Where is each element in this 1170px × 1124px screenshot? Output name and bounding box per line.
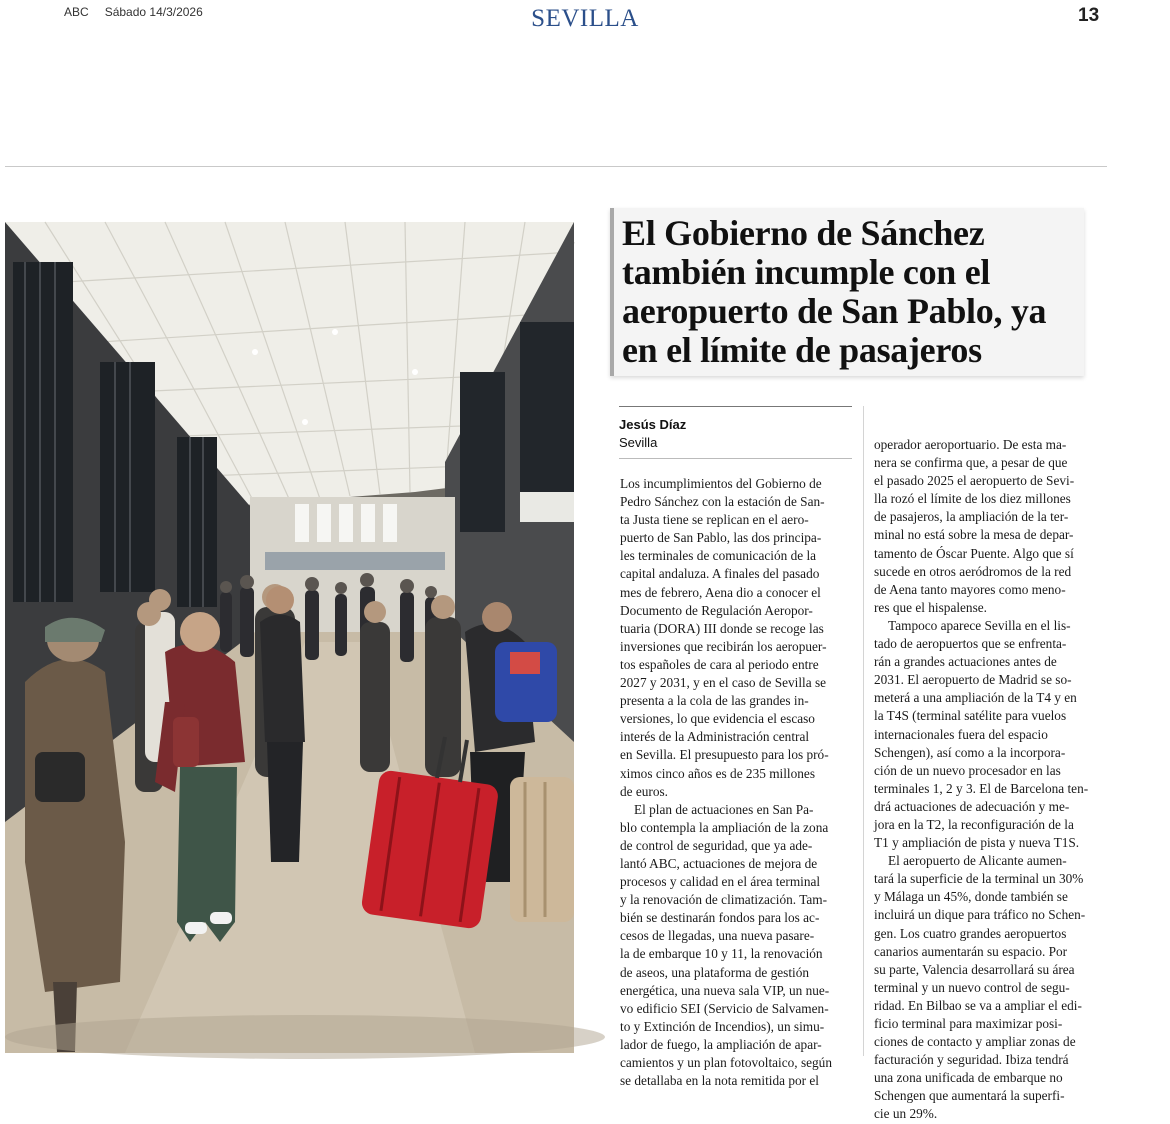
- paragraph: operador aeroportuario. De esta ma- nera se confirma que, a pesar de que el pasado 2025 el aeropuerto de Sevi- lla rozó el límite de los diez millones de pasajeros, la ampliación de la ter- minal no está sobre la mesa de depar- tamento de Óscar Puente. Algo que sí sucede en otros aeródromos de la red de Aena tanto mayores como meno- res que el hispalense.: [874, 437, 1075, 615]
- paragraph: Los incumplimientos del Gobierno de Pedro Sánchez con la estación de San- ta Justa tiene se replican en el aero- puerto de San Pablo, las dos principa- les terminales de comunicación de la capital andaluza. A finales del pasado mes de febrero, Aena dio a conocer el Documento de Regulación Aeropor- tuaria (DORA) III donde se recoge las inversiones que recibirán los aeropuer- tos españoles de cara al periodo entre 2027 y 2031, y en el caso de Sevilla se presenta a la cola de las grandes in- versiones, lo que evidencia el escaso interés de la Administración central en Sevilla. El presupuesto para los pró- ximos cinco años es de 235 millones de euros.: [620, 476, 829, 799]
- byline-top-rule: [619, 406, 852, 407]
- article-column-1: [620, 475, 854, 1090]
- byline-bottom-rule: [619, 458, 852, 459]
- author-name: Jesús Díaz: [619, 417, 687, 432]
- header-divider: [5, 166, 1107, 167]
- page-number: 13: [1078, 5, 1100, 26]
- headline-box: [610, 208, 1084, 376]
- author-location: Sevilla: [619, 435, 658, 450]
- publication-date: Sábado 14/3/2026: [104, 5, 203, 19]
- publication-name: ABC: [64, 5, 89, 19]
- paragraph: El plan de actuaciones en San Pa- blo contempla la ampliación de la zona de control de seguridad, que ya ade- lantó ABC, actuaciones de mejora de procesos y calidad en el área terminal y la renovación de climatización. Tam- bién se destinarán fondos para los ac- cesos de llegadas, una nueva pasare- la de embarque 10 y 11, la renovación de aseos, una plataforma de gestión energética, una nueva sala VIP, un nue- vo edificio SEI (Servicio de Salvamen- to y Extinción de Incendios), un simu- lador de fuego, la ampliación de apar- camientos y un plan fotovoltaico, según se detallaba en la nota remitida por el: [620, 801, 832, 1089]
- section-title: SEVILLA: [531, 5, 639, 32]
- paragraph: El aeropuerto de Alicante aumen- tará la superficie de la terminal un 30% y Málaga un 45%, donde también se incluirá un dique para tráfico no Schen- gen. Los cuatro grandes aeropuertos canarios aumentarán su espacio. Por su parte, Valencia desarrollará su área terminal y un nuevo control de segu- ridad. En Bilbao se va a ampliar el edi- ficio terminal para maximizar posi- ciones de contacto y ampliar zonas de facturación y seguridad. Ibiza tendrá una zona unificada de embarque no Schengen que aumentará la superfi- cie un 29%.: [874, 853, 1086, 1122]
- column-divider: [863, 406, 864, 1056]
- article-photo: [5, 222, 574, 1053]
- article-headline: El Gobierno de Sánchez también incumple con el aeropuerto de San Pablo, ya en el límite de pasajeros: [622, 213, 1047, 370]
- article-column-2: [874, 436, 1108, 1124]
- paragraph: Tampoco aparece Sevilla en el lis- tado de aeropuertos que se enfrenta- rán a grandes actuaciones antes de 2031. El aeropuerto de Madrid se so- meterá a una ampliación de la T4 y en la T4S (terminal satélite para vuelos internacionales fuera del espacio Schengen), así como a la incorpora- ción de un nuevo procesador en las terminales 1, 2 y 3. El de Barcelona ten- drá actuaciones de adecuación y me- jora en la T2, la reconfiguración de la T1 y ampliación de pista y nueva T1S.: [874, 617, 1089, 851]
- airport-terminal-illustration: [5, 222, 574, 1053]
